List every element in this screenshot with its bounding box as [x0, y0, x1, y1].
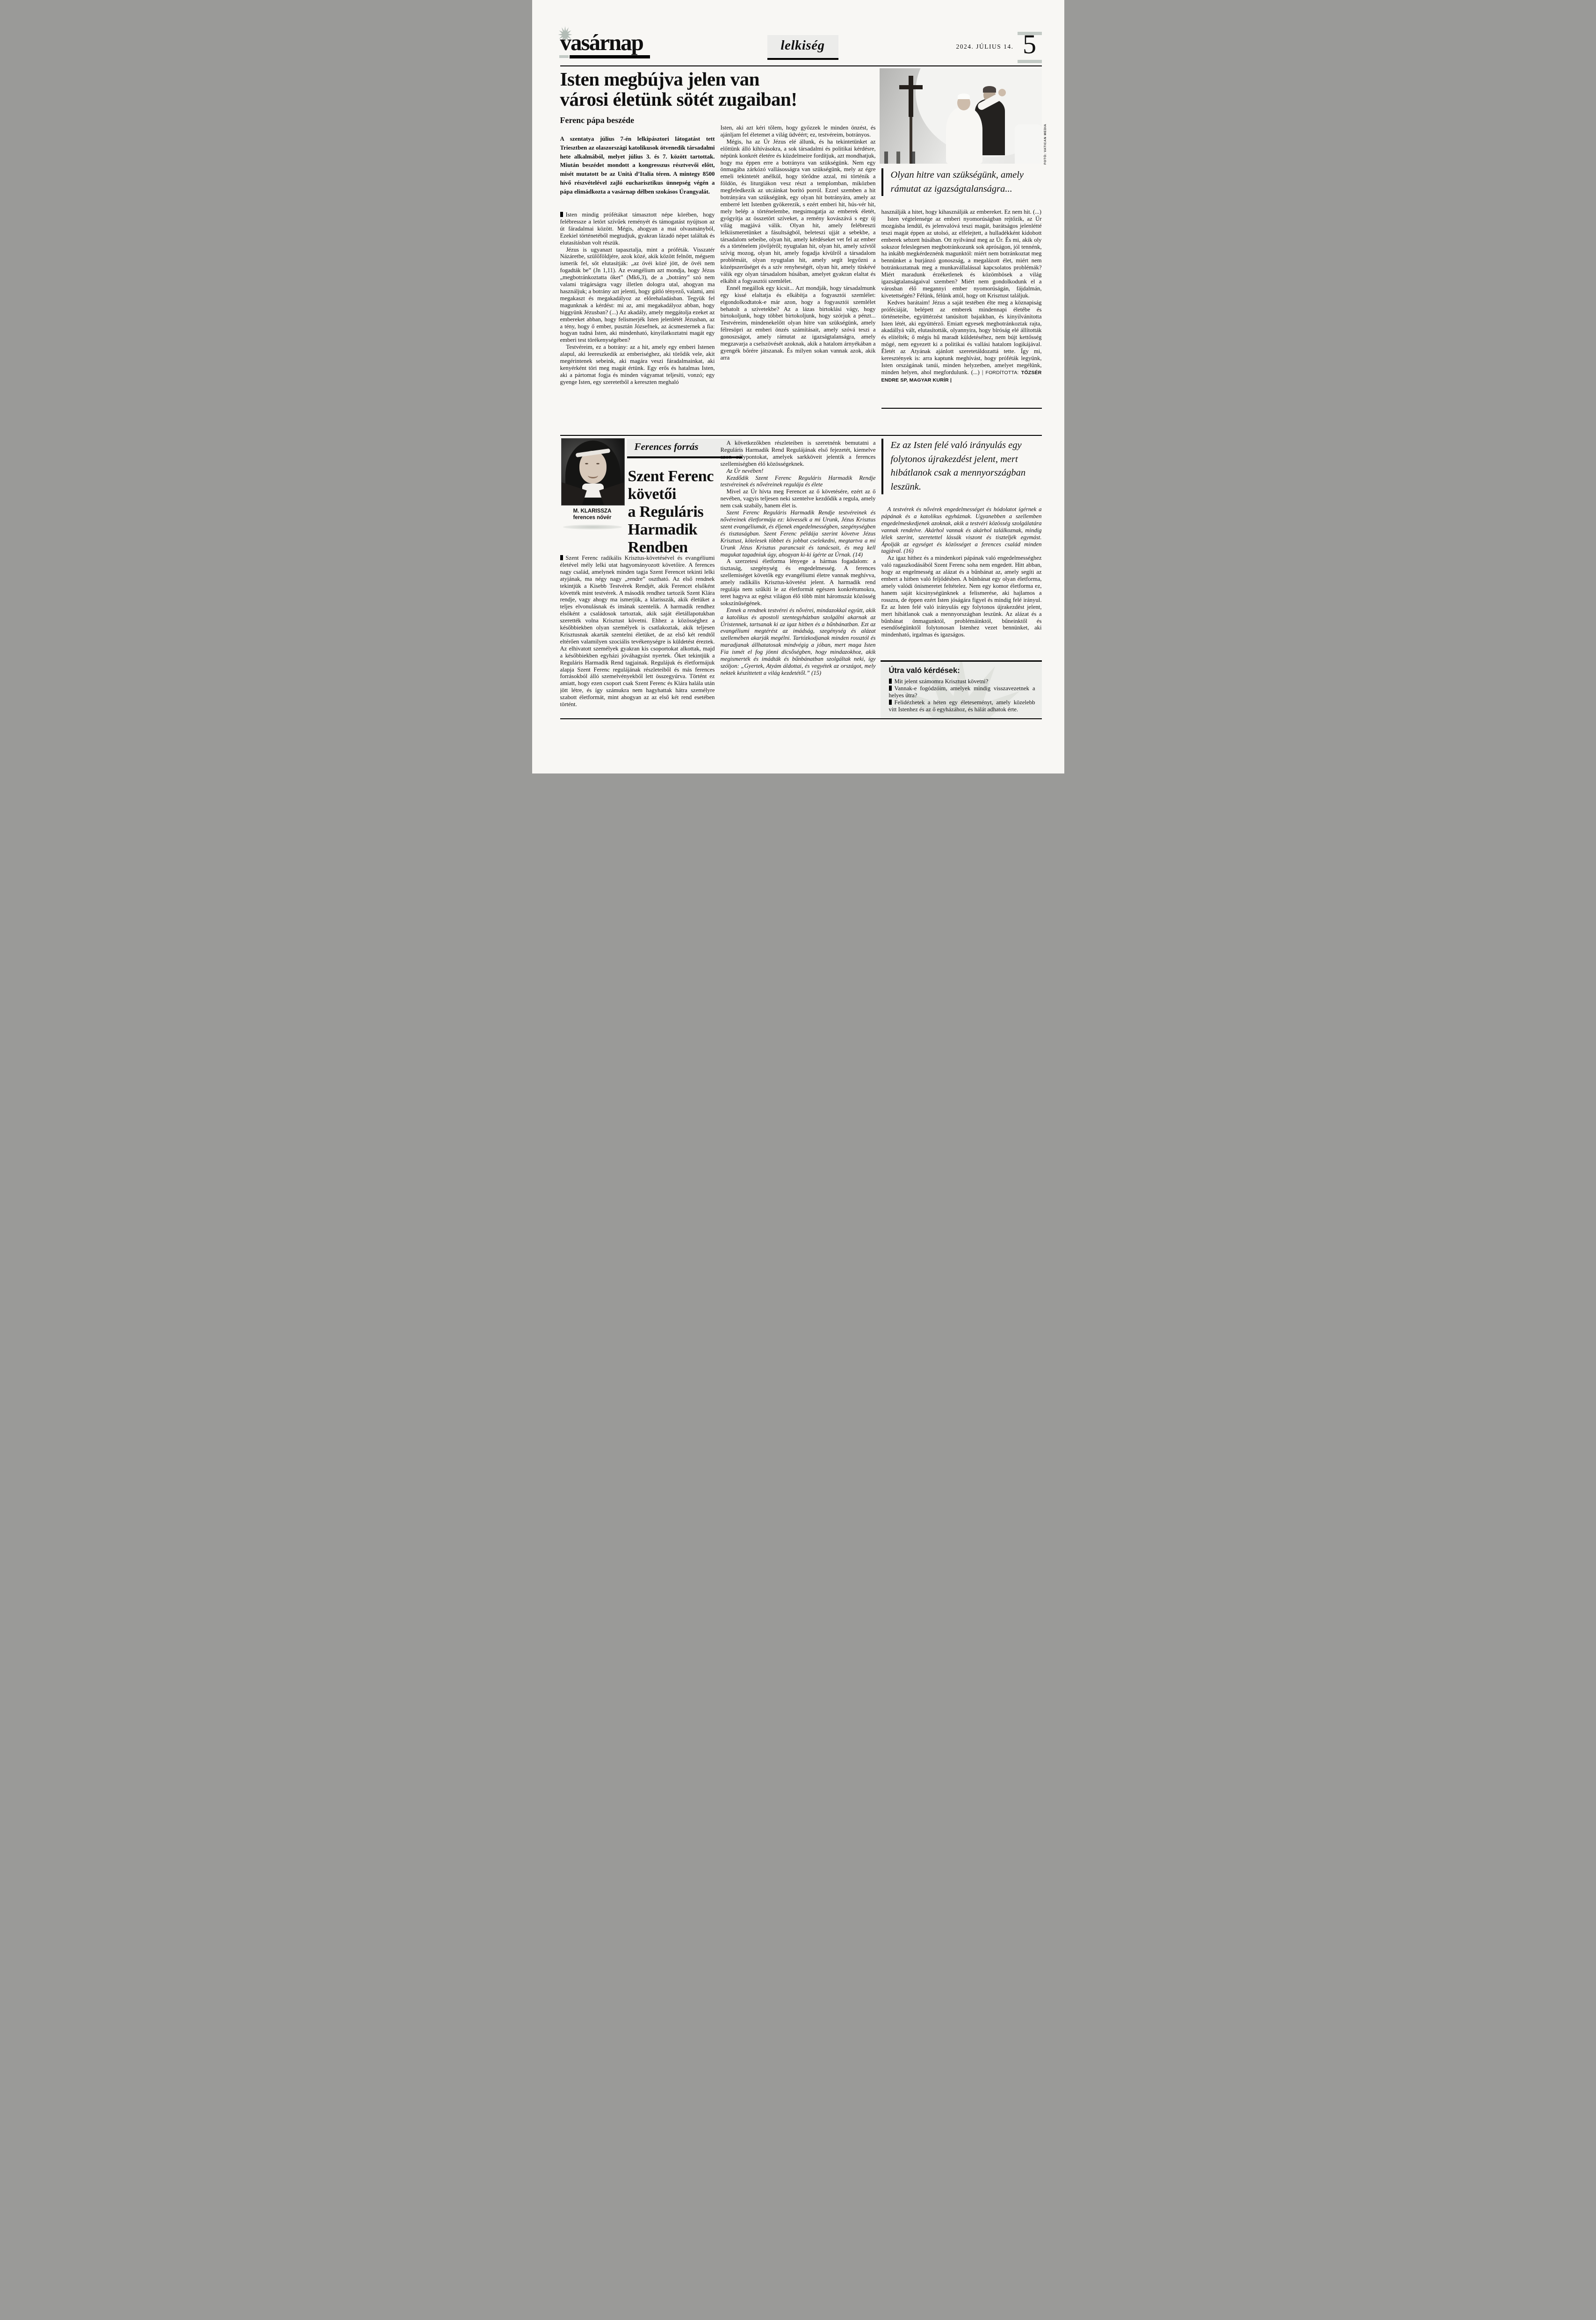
paragraph-text: Kedves barátaim! Jézus a saját testében élte meg a köznapiság próféciáját, belépett az emberek mindennapi életébe és történeteibe, együttérzést tanúsított bajaikban, és kinyilvánította Isten létét, aki együttérző. Emiatt egyesek megbotránkoztak rajta, akadállyá vált, elutasították, olyannyira, hogy bíróság elé állították és elítélték; ő mégis hű maradt küldetéséhez, nem bújt kettősség mögé, nem egyezett ki a politikai és vallási hatalom logikájával. Életét az Atyának ajánlott szeretetáldozattá tette. Így mi, keresztények is: arra kaptunk meghívást, hogy próféták legyünk, Isten országának tanúi, minden helyzetben, amelyet megélünk, minden helyen, ahol megfordulunk. (...) |: [881, 299, 1042, 376]
article1-lead: A szentatya július 7-én lelkipásztori látogatást tett Triesztben az olaszországi katolikusok ötvenedik társadalmi hete alkalmából, melyet július 3. és 7. között tartottak. Miután beszédet mondott a kongresszus résztvevői előtt, misét mutatott be az Unità d’Italia téren. A mintegy 8500 hívő részvételével zajló eucharisztikus ünnepség végén a pápa elimádkozta a vasárnap délben szokásos Úrangyalát.: [560, 136, 715, 195]
paragraph: [881, 299, 1042, 384]
white-chair: [1015, 124, 1042, 164]
masthead-logo: vasárnap: [560, 29, 643, 55]
photo-credit: FOTÓ: VATICAN MEDIA: [1043, 123, 1047, 165]
article2-headline-line: követői: [628, 485, 677, 503]
kicker-label: Ferences forrás: [634, 441, 699, 452]
question-item: Felidézhetek a héten egy életeseményt, amely közelebb vitt Istenhez és az ő egyházához, és hálát adhatok érte.: [888, 699, 1035, 713]
article1-column3: [881, 209, 1042, 403]
nun-smile: [588, 472, 598, 478]
article1-headline: [560, 69, 841, 110]
section-label: lelkiség: [780, 38, 825, 53]
translator-credit: TŐZSÉR ENDRE SP, MAGYAR KURÍR |: [881, 369, 1042, 383]
caption-name: M. KLARISSZA: [573, 508, 612, 514]
paragraph: Ennél megállok egy kicsit... Azt mondják, hogy társadalmunk egy kissé elaltatja és elkábítja a fogyasztói szemlélet: elgondolkodtatok-e már azon, hogy a fogyasztói szemlélet behatolt a szívetekbe? Az a lázas birtoklási vágy, hogy birtokoljunk, hogy többet birtokoljunk, hogy szórjuk a pénzt... Testvéreim, mindenekelőtt olyan hitre van szükségünk, amely félresöpri az emberi önzés számításait, amely szóvá teszi a gonoszságot, amely rámutat az igazságtalanságra, amely megzavarja a cselszövését azoknak, akik a hatalom árnyékában a gyengék bőrére játszanak. És milyen sokan vannak azok, akik arra: [720, 284, 876, 361]
pope-figure: [946, 108, 982, 164]
paragraph: Isten mindig prófétákat támasztott népe körében, hogy felébressze a letört szívűek reményét és támogatást nyújtson az út fáradalmai között. Mégis, ahogyan a mai olvasmányból, Ezekiel történetéből megtudjuk, gyakran lázadó népet találtak és elutasításban volt részük.: [560, 211, 715, 246]
nun-eye-right: [596, 463, 599, 464]
article2-column2: [721, 440, 876, 717]
paragraph: Mivel az Úr hívta meg Ferencet az ő követésére, ezért az ő nevében, vagyis teljesen neki szentelve kezdődik a regula, amely nem csak szabály, hanem élet is.: [720, 488, 876, 509]
article1-column2: [721, 124, 876, 429]
pope-zucchetto: [958, 94, 970, 99]
questions-list: [889, 678, 1035, 713]
article2-column3: [881, 506, 1042, 658]
crucifix-crossbar: [899, 85, 923, 89]
questions-box: [881, 660, 1042, 719]
logo-underline-gray: [559, 55, 569, 58]
translator-label: FORDÍTOTTA:: [985, 369, 1021, 376]
logo-underline: [570, 55, 650, 58]
paragraph: Ennek a rendnek testvérei és nővérei, mindazokkal együtt, akik a katolikus és apostoli szentegyházban szolgálni akarnak az Úristennek, tartsanak ki az igaz hitben és a bűnbánatban. Ezt az evangéliumi megtérést az imádság, szegénység és alázat szellemében akarják megélni. Tartózkodjanak minden rossztól és maradjanak állhatatosak mindvégig a jóban, mert maga Isten Fia ismét el fog jönni dicsőségben, hogy mindazokhoz, akik megismerték és imádták és bűnbánatban szolgáltak neki, így szóljon: „Gyertek, Atyám áldottai, és vegyétek az országot, mely nektek készíttetett a világ kezdetétől.” (15): [720, 607, 876, 676]
paragraph: Szent Ferenc radikális Krisztus-követésével és evangéliumi életével mély lelki utat hagyományozott követőire. A ferences nagy család, amelynek minden tagja Szent Ferencet tekinti lelki atyjának, ma négy nagy „rendre” osztható. Az első rendnek tekintjük a Kisebb Testvérek Rendjét, akik Ferencet elsőként követték mint testvérek. A második rendhez tartozik Szent Klára rendje, vagy ahogy ma ismerjük, a klarisszák, akik életüket a teljes elvonulásnak és imának szentelik. A harmadik rendhez elsőként a családosok tartoztak, akik saját életállapotukban szerették volna Krisztust követni. Ehhez a közösséghez a későbbiekben olyan személyek is csatlakoztak, akik teljesen Krisztusnak akarták szentelni életüket, de az első két rendtől eltérően valamilyen szociális tevékenységre is küldetést éreztek. Az elhivatott személyek gyakran kis csoportokat alkottak, majd a későbbiekben egyházi jóváhagyást nyertek. Őket tekintjük a Reguláris Harmadik Rend tagjainak. Regulájuk és életformájuk alapja Szent Ferenc regulájának részleteiből és más ferences forrásokból álló szemelvényekből lett összegyúrva. Történt ez amiatt, hogy ezen csoport csak Szent Ferenc és Klára halála után jött létre, és így számukra nem hagyhattak hátra személyre szabott életformát, mint ahogyan az az első két rend esetében történt.: [560, 555, 715, 708]
suited-man-hair: [983, 86, 996, 93]
issue-date: 2024. JÚLIUS 14.: [956, 43, 1014, 50]
question-item: Vannak-e fogódzóim, amelyek mindig visszavezetnek a helyes útra?: [888, 685, 1035, 699]
article2-column1: [560, 555, 715, 717]
paragraph: A következőkben részleteiben is szeretnénk bemutatni a Reguláris Harmadik Rend Regulájának első fejezetét, kiemelve azon súlypontokat, amelyek sarkköveit jelentik a ferences szellemiségben élő közösségeknek.: [720, 440, 876, 467]
article2-headline-line: Harmadik: [628, 521, 698, 539]
pageno-bar-bottom: [1018, 60, 1042, 63]
paragraph: Jézus is ugyanazt tapasztalja, mint a próféták. Visszatér Názáretbe, szülőföldjére, azok közé, akik között felnőtt, mégsem ismerik fel, sőt elutasítják: „az övéi közé jött, de övéi nem fogadták be” (Jn 1,11). Az evangélium azt mondja, hogy Jézus „megbotránkoztatta őket” (Mk6,3), de a „botrány” szó nem valami trágárságra vagy illetlen dologra utal, ahogyan ma használjuk; a botrány azt jelenti, hogy gátló tényező, valami, ami megakaszt és megakadályoz az előrehaladásban. Tegyük fel magunknak a kérdést: mi az, ami megakadályoz abban, hogy higgyünk Jézusban? (...) Az akadály, amely meggátolja ezeket az embereket abban, hogy felismerjék Isten jelenlétét Jézusban, az a tény, hogy ő ember, pusztán Józsefnek, az ácsmesternek a fia: hogyan tudná Isten, aki mindenható, kinyilatkoztatni magát egy emberi test törékenységében?: [560, 246, 715, 344]
question-item: Mit jelent számomra Krisztust követni?: [889, 678, 1035, 685]
nun-photo: [561, 438, 625, 506]
article2-headline-line: a Reguláris: [628, 503, 704, 521]
paragraph: Szent Ferenc Reguláris Harmadik Rendje testvéreinek és nővéreinek életformája ez: kövessék a mi Urunk, Jézus Krisztus szent evangéliumát, és éljenek engedelmességben, szegénységben és tisztaságban. Szent Ferenc példája szerint követve Jézus Krisztust, kötelesek többet és jobbat cselekedni, megtartva a mi Urunk Jézus Krisztus parancsait és tanácsait, és meg kell magukat tagadniuk úgy, ahogyan ki-ki ígérte az Úrnak. (14): [720, 509, 876, 558]
nun-photo-caption: [551, 508, 634, 521]
candles-silhouette: [884, 152, 945, 164]
page-bottom-rule: [560, 718, 1042, 719]
pope-hand: [998, 89, 1006, 96]
pope-photo: [880, 68, 1042, 164]
caption-role: ferences nővér: [573, 515, 612, 521]
article-divider-rule: [560, 435, 1042, 436]
article1-column1: [560, 211, 715, 429]
article2-headline-line: Rendben: [628, 539, 688, 557]
paragraph: A testvérek és nővérek engedelmességet és hódolatot ígérnek a pápának és a katolikus egyháznak. Ugyanebben a szellemben engedelmeskedjenek azoknak, akik a testvéri közösség szolgálatára vannak rendelve. Akárhol vannak és akárhol találkoznak, mindig lélek szerint, szeretettel lássák viszont és tiszteljék egymást. Ápolják az egységet és közösséget a ferences család minden tagjával. (16): [881, 506, 1042, 555]
paragraph: A szerzetesi életforma lényege a hármas fogadalom: a tisztaság, szegénység és engedelmesség. A ferences szellemiséget követők egy evangéliumi életre vannak meghívva, amely radikális Krisztus-követést jelent. A harmadik rend regulája nem szűkíti le az életformát egészen konkrétumokra, teret hagyva az egész világon élő több mint háromszáz közösség sokszínűségének.: [720, 558, 876, 607]
crucifix-icon: [909, 76, 913, 117]
article1-end-rule: [881, 408, 1042, 409]
header-rule: [560, 65, 1042, 66]
paragraph: Isten, aki azt kéri tőlem, hogy győzzek le minden önzést, és ajánljam fel életemet a világ üdvéért; ez, testvéreim, botrányos.: [720, 124, 876, 138]
article1-pull-quote: Olyan hitre van szükségünk, amely rámutat az igazságtalanságra...: [881, 168, 1040, 196]
section-label-box: [767, 35, 838, 60]
article1-subhead: Ferenc pápa beszéde: [560, 116, 635, 125]
paragraph: Testvéreim, ez a botrány: az a hit, amely egy emberi Istenen alapul, aki leereszkedik az emberiséghez, aki törődik vele, akit megérintenek sebeink, aki magára veszi fáradalmainkat, aki kenyérként töri meg magát értünk. Egy erős és hatalmas Isten, aki a pártomat fogja és minden vágyamat teljesíti, vonzó; egy gyenge Isten, egy szeretetből a kereszten meghaló: [560, 344, 715, 385]
paragraph: Kezdődik Szent Ferenc Reguláris Harmadik Rendje testvéreinek és nővéreinek regulája és élete: [720, 474, 876, 488]
article2-pull-quote: Ez az Isten felé való irányulás egy folytonos újrakezdést jelent, mert hibátlanok csak a mennyországban leszünk.: [881, 439, 1036, 494]
paragraph: Az igaz hithez és a mindenkori pápának való engedelmességhez való ragaszkodásából Szent Ferenc soha nem engedett. Hitt abban, hogy az engelmesség az alázat és a bűnbánat az, amely segíti az embert a hitben való feljődésben. A bűnbánat egy olyan életforma, amely valódi önismeretet feltételez. Nem egy komor életforma ez, hanem saját kicsinységünknek a felismerése, aki hajlamos a rosszra, de éppen ezért Isten jóságára figyel és mindig felé irányul. Ez az Isten felé való irányulás egy folytonos újrakezdést jelent, mert hibátlanok csak a mennyországban leszünk. Az alázat és a bűnbánat önmagunktól, problémáinktól, bűneinktől és esendőségünktől folytonosan Istenhez vezet bennünket, aki mindenható, irgalmas és igazságos.: [881, 555, 1042, 638]
page-number: 5: [1023, 29, 1036, 59]
newspaper-page: [532, 0, 1064, 773]
nun-eye-left: [585, 463, 588, 464]
caption-shadow: [563, 525, 622, 529]
paragraph: Az Úr nevében!: [726, 467, 764, 474]
article1-headline-line1: Isten megbújva jelen van: [560, 68, 759, 90]
article1-headline-line2: városi életünk sötét zugaiban!: [560, 88, 797, 110]
questions-box-title: Útra való kérdések:: [888, 666, 960, 675]
paragraph: Isten végtelensége az emberi nyomorúságban rejtőzik, az Úr mozgásba lendül, és jelenvalóvá teszi magát, barátságos jelenlétté teszi magát éppen az utolsó, az elfelejtett, a hulladékként kidobott emberek sebzett húsában. Ott nyilvánul meg az Úr. És mi, akik oly sokszor feleslegesen megbotránkozunk sok apróságon, jól tennénk, ha inkább megkérdeznénk magunktól: miért nem botránkoztat meg bennünket a burjánzó gonoszság, a megalázott élet, miért nem botránkoztatnak meg a munkavállalással kapcsolatos problémák? Miért maradunk érzéketlenek és közömbösek a világ igazságtalanságaival szemben? Miért nem gondolkodunk el a városban élő megannyi ember nyomorúságán, fájdalmán, kivetettségén? Félünk, félünk attól, hogy ott Krisztust találjuk.: [881, 215, 1042, 299]
paragraph: Mégis, ha az Úr Jézus elé állunk, és ha tekintetünket az előttünk álló kihívásokra, a sok társadalmi és politikai kérdésre, népünk konkrét életére és küzdelmeire fordítjuk, azt mondhatjuk, hogy ma éppen erre a botrányra van szükségünk. Nem egy önmagába zárkózó vallásosságra van szükségünk, mely az égre emeli tekintetét anélkül, hogy törődne azzal, mi történik a földön, és liturgiákon vesz részt a templomban, miközben megfeledkezik az utcáinkat borító porról. Ezzel szemben a hit botrányára van szükségünk, egy olyan hit botrányára, amely az emberré lett Istenben gyökerezik, s ezért emberi hit, hús-vér hit, mely belép a történelembe, megsimogatja az emberek életét, gyógyítja az összetört szíveket, a remény kovászává s egy új világ magjává válik. Olyan hit, amely felébreszti lelkiismeretünket a fásultságból, beleteszi ujját a sebekbe, a társadalom sebeibe, olyan hit, amely kérdéseket vet fel az ember és a történelem jövőjéről; nyugtalan hit, olyan hit, amely szívtől szívig mozog, olyan hit, amely fogadja kívülről a társadalom problémáit, olyan nyugtalan hit, amely segít legyőzni a középszerűséget és a szív renyheségét, olyan hit, amely tüskévé válik egy olyan társadalom húsában, amelyet gyakran elaltat és elkábít a fogyasztói szemlélet.: [720, 138, 876, 284]
paragraph: használják a hitet, hogy kihasználják az embereket. Ez nem hit. (...): [881, 209, 1041, 215]
article2-headline-line: Szent Ferenc: [628, 468, 714, 485]
